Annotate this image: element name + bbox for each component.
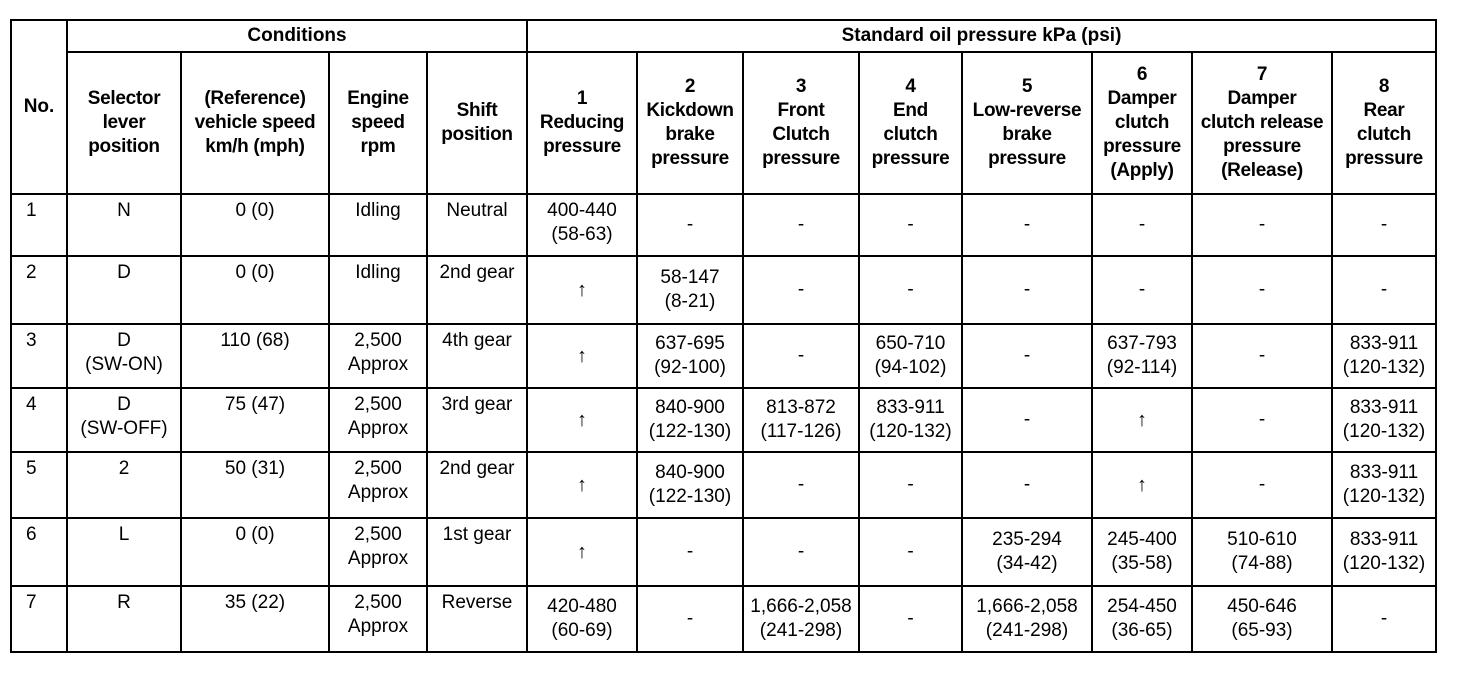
cell-end-clutch-pressure-text: - [907, 541, 914, 562]
cell-shift-position-text: 1st gear [442, 524, 512, 545]
cell-selector-text: L [118, 524, 130, 545]
cell-no-text: 1 [26, 200, 37, 221]
cell-selector [67, 194, 181, 256]
cell-engine-speed-text: Idling [355, 200, 401, 221]
cell-selector [67, 586, 181, 652]
cell-selector [67, 452, 181, 518]
cell-engine-speed [329, 256, 427, 324]
cell-shift-position [427, 194, 527, 256]
table-body [11, 194, 1436, 652]
header-selector-lever-position: Selector lever position [67, 52, 181, 194]
cell-vehicle-speed [181, 256, 329, 324]
header-conditions: Conditions [67, 20, 527, 52]
cell-low-reverse-brake-pressure-text: - [1023, 409, 1031, 430]
cell-selector-text: D (SW-ON) [85, 330, 163, 375]
cell-engine-speed-text: 2,500 Approx [347, 524, 409, 569]
cell-engine-speed [329, 194, 427, 256]
table-row [11, 452, 1436, 518]
cell-selector [67, 388, 181, 452]
cell-damper-clutch-apply-pressure-text: 245-400 (35-58) [1107, 529, 1177, 574]
cell-vehicle-speed [181, 518, 329, 586]
cell-reducing-pressure-text: 400-440 (58-63) [547, 200, 617, 245]
cell-selector-text: N [117, 200, 131, 221]
cell-damper-clutch-apply-pressure [1092, 586, 1192, 652]
cell-selector-text: D [117, 262, 131, 283]
cell-front-clutch-pressure [743, 586, 859, 652]
cell-vehicle-speed-text: 0 (0) [235, 262, 275, 283]
cell-end-clutch-pressure-text: 833-911 (120-132) [869, 397, 952, 442]
cell-engine-speed [329, 388, 427, 452]
table-row [11, 388, 1436, 452]
cell-front-clutch-pressure [743, 194, 859, 256]
cell-engine-speed [329, 586, 427, 652]
cell-damper-clutch-apply-pressure-text: ↑ [1137, 409, 1147, 431]
cell-damper-clutch-apply-pressure [1092, 324, 1192, 388]
cell-low-reverse-brake-pressure-text: - [1023, 345, 1031, 366]
cell-selector-text: 2 [118, 458, 130, 479]
cell-kickdown-brake-pressure-text: - [686, 214, 694, 235]
cell-end-clutch-pressure-text: - [907, 279, 914, 300]
cell-low-reverse-brake-pressure-text: - [1023, 279, 1031, 300]
oil-pressure-table-sheet [10, 19, 1437, 653]
cell-end-clutch-pressure [859, 324, 962, 388]
cell-rear-clutch-pressure-text: - [1380, 608, 1388, 629]
cell-no-text: 5 [26, 458, 37, 479]
cell-shift-position-text: 3rd gear [441, 394, 513, 415]
cell-damper-clutch-release-pressure [1192, 586, 1332, 652]
cell-damper-clutch-apply-pressure [1092, 388, 1192, 452]
cell-damper-clutch-release-pressure [1192, 324, 1332, 388]
cell-rear-clutch-pressure [1332, 194, 1436, 256]
cell-vehicle-speed [181, 586, 329, 652]
cell-reducing-pressure-text: 420-480 (60-69) [547, 596, 617, 641]
cell-rear-clutch-pressure [1332, 452, 1436, 518]
cell-end-clutch-pressure [859, 194, 962, 256]
header-front-clutch-pressure: 3 Front Clutch pressure [743, 52, 859, 194]
cell-damper-clutch-release-pressure-text: - [1258, 409, 1266, 430]
cell-reducing-pressure [527, 256, 637, 324]
header-engine-speed: Engine speed rpm [329, 52, 427, 194]
cell-front-clutch-pressure-text: - [797, 279, 805, 300]
cell-reducing-pressure [527, 388, 637, 452]
cell-kickdown-brake-pressure [637, 452, 743, 518]
cell-low-reverse-brake-pressure [962, 256, 1092, 324]
cell-kickdown-brake-pressure-text: - [686, 541, 694, 562]
cell-engine-speed [329, 518, 427, 586]
cell-front-clutch-pressure [743, 518, 859, 586]
header-rear-clutch-pressure: 8 Rear clutch pressure [1332, 52, 1436, 194]
cell-selector-text: R [117, 592, 131, 613]
header-no: No. [11, 20, 67, 194]
cell-rear-clutch-pressure-text: 833-911 (120-132) [1342, 397, 1426, 442]
cell-kickdown-brake-pressure [637, 256, 743, 324]
header-low-reverse-brake-pressure: 5 Low-reverse brake pressure [962, 52, 1092, 194]
cell-no [11, 518, 67, 586]
cell-selector [67, 324, 181, 388]
table-row [11, 324, 1436, 388]
cell-reducing-pressure-text: ↑ [577, 279, 587, 301]
cell-front-clutch-pressure [743, 324, 859, 388]
cell-kickdown-brake-pressure-text: 840-900 (122-130) [648, 462, 732, 507]
cell-engine-speed-text: 2,500 Approx [347, 330, 409, 375]
cell-damper-clutch-apply-pressure [1092, 518, 1192, 586]
cell-damper-clutch-release-pressure-text: 450-646 (65-93) [1227, 596, 1297, 641]
cell-engine-speed-text: 2,500 Approx [347, 592, 409, 637]
cell-end-clutch-pressure-text: - [907, 474, 914, 495]
cell-reducing-pressure [527, 452, 637, 518]
cell-reducing-pressure [527, 518, 637, 586]
table-row [11, 518, 1436, 586]
table-row [11, 586, 1436, 652]
cell-shift-position [427, 388, 527, 452]
cell-reducing-pressure-text: ↑ [577, 409, 587, 431]
cell-low-reverse-brake-pressure [962, 586, 1092, 652]
cell-vehicle-speed-text: 75 (47) [224, 394, 286, 415]
cell-vehicle-speed [181, 388, 329, 452]
cell-damper-clutch-release-pressure-text: - [1258, 474, 1266, 495]
cell-kickdown-brake-pressure [637, 194, 743, 256]
cell-no-text: 3 [26, 330, 37, 351]
cell-no [11, 194, 67, 256]
cell-damper-clutch-apply-pressure [1092, 256, 1192, 324]
cell-front-clutch-pressure-text: - [797, 541, 805, 562]
cell-end-clutch-pressure [859, 452, 962, 518]
cell-rear-clutch-pressure [1332, 388, 1436, 452]
cell-front-clutch-pressure-text: - [797, 474, 805, 495]
cell-shift-position-text: Neutral [446, 200, 508, 221]
table-row [11, 194, 1436, 256]
cell-rear-clutch-pressure [1332, 324, 1436, 388]
cell-damper-clutch-apply-pressure-text: - [1138, 279, 1146, 300]
cell-end-clutch-pressure [859, 388, 962, 452]
header-end-clutch-pressure: 4 End clutch pressure [859, 52, 962, 194]
cell-low-reverse-brake-pressure [962, 194, 1092, 256]
cell-damper-clutch-apply-pressure [1092, 194, 1192, 256]
cell-front-clutch-pressure-text: 813-872 (117-126) [760, 397, 842, 442]
cell-low-reverse-brake-pressure-text: 235-294 (34-42) [992, 529, 1062, 574]
cell-kickdown-brake-pressure-text: 840-900 (122-130) [648, 397, 732, 442]
cell-rear-clutch-pressure-text: - [1380, 214, 1388, 235]
cell-selector-text: D (SW-OFF) [80, 394, 168, 439]
cell-shift-position [427, 518, 527, 586]
cell-no [11, 586, 67, 652]
cell-engine-speed-text: 2,500 Approx [347, 394, 409, 439]
cell-damper-clutch-release-pressure [1192, 194, 1332, 256]
cell-front-clutch-pressure [743, 256, 859, 324]
cell-reducing-pressure-text: ↑ [577, 474, 587, 496]
cell-front-clutch-pressure [743, 388, 859, 452]
cell-low-reverse-brake-pressure [962, 452, 1092, 518]
cell-shift-position-text: 2nd gear [439, 262, 515, 283]
cell-vehicle-speed [181, 194, 329, 256]
header-standard-oil-pressure: Standard oil pressure kPa (psi) [527, 20, 1436, 52]
cell-damper-clutch-release-pressure-text: - [1258, 345, 1266, 366]
cell-rear-clutch-pressure-text: 833-911 (120-132) [1342, 462, 1426, 507]
cell-reducing-pressure [527, 194, 637, 256]
cell-engine-speed [329, 452, 427, 518]
cell-low-reverse-brake-pressure-text: - [1023, 214, 1031, 235]
cell-low-reverse-brake-pressure [962, 324, 1092, 388]
cell-selector [67, 518, 181, 586]
cell-no [11, 452, 67, 518]
cell-shift-position [427, 256, 527, 324]
cell-kickdown-brake-pressure [637, 518, 743, 586]
cell-vehicle-speed [181, 452, 329, 518]
cell-no-text: 2 [26, 262, 37, 283]
header-vehicle-speed: (Reference) vehicle speed km/h (mph) [181, 52, 329, 194]
cell-kickdown-brake-pressure [637, 388, 743, 452]
cell-engine-speed [329, 324, 427, 388]
cell-vehicle-speed-text: 35 (22) [224, 592, 286, 613]
cell-low-reverse-brake-pressure-text: - [1023, 474, 1031, 495]
cell-shift-position [427, 324, 527, 388]
oil-pressure-table [10, 19, 1437, 653]
cell-no [11, 256, 67, 324]
cell-shift-position [427, 452, 527, 518]
cell-damper-clutch-apply-pressure-text: - [1138, 214, 1146, 235]
cell-damper-clutch-apply-pressure-text: ↑ [1137, 474, 1147, 496]
cell-reducing-pressure [527, 586, 637, 652]
cell-no-text: 6 [26, 524, 37, 545]
cell-damper-clutch-release-pressure [1192, 518, 1332, 586]
cell-end-clutch-pressure-text: 650-710 (94-102) [874, 333, 947, 378]
header-reducing-pressure: 1 Reducing pressure [527, 52, 637, 194]
cell-kickdown-brake-pressure [637, 324, 743, 388]
cell-rear-clutch-pressure [1332, 586, 1436, 652]
cell-reducing-pressure [527, 324, 637, 388]
cell-front-clutch-pressure-text: 1,666-2,058 (241-298) [750, 596, 852, 641]
cell-end-clutch-pressure [859, 586, 962, 652]
cell-kickdown-brake-pressure [637, 586, 743, 652]
cell-vehicle-speed [181, 324, 329, 388]
cell-vehicle-speed-text: 110 (68) [220, 330, 290, 351]
cell-end-clutch-pressure-text: - [907, 214, 914, 235]
cell-low-reverse-brake-pressure [962, 518, 1092, 586]
cell-rear-clutch-pressure [1332, 256, 1436, 324]
cell-front-clutch-pressure [743, 452, 859, 518]
cell-vehicle-speed-text: 0 (0) [235, 524, 275, 545]
cell-rear-clutch-pressure [1332, 518, 1436, 586]
cell-no-text: 7 [26, 592, 37, 613]
cell-low-reverse-brake-pressure-text: 1,666-2,058 (241-298) [976, 596, 1078, 641]
cell-kickdown-brake-pressure-text: 58-147 (8-21) [660, 267, 720, 312]
cell-shift-position-text: Reverse [441, 592, 513, 613]
cell-engine-speed-text: 2,500 Approx [347, 458, 409, 503]
cell-damper-clutch-apply-pressure [1092, 452, 1192, 518]
cell-selector [67, 256, 181, 324]
cell-rear-clutch-pressure-text: 833-911 (120-132) [1342, 529, 1426, 574]
cell-shift-position-text: 2nd gear [439, 458, 515, 479]
cell-vehicle-speed-text: 50 (31) [224, 458, 286, 479]
cell-damper-clutch-release-pressure-text: - [1258, 279, 1266, 300]
cell-damper-clutch-release-pressure [1192, 452, 1332, 518]
cell-damper-clutch-release-pressure [1192, 256, 1332, 324]
header-damper-clutch-release: 7 Damper clutch release pressure (Release) [1192, 52, 1332, 194]
cell-damper-clutch-release-pressure [1192, 388, 1332, 452]
cell-end-clutch-pressure [859, 256, 962, 324]
cell-no-text: 4 [26, 394, 37, 415]
cell-rear-clutch-pressure-text: - [1380, 279, 1388, 300]
cell-damper-clutch-apply-pressure-text: 637-793 (92-114) [1106, 333, 1178, 378]
cell-reducing-pressure-text: ↑ [577, 541, 587, 563]
cell-shift-position-text: 4th gear [442, 330, 512, 351]
cell-kickdown-brake-pressure-text: - [686, 608, 694, 629]
table-row [11, 256, 1436, 324]
cell-no [11, 388, 67, 452]
cell-no [11, 324, 67, 388]
cell-vehicle-speed-text: 0 (0) [235, 200, 275, 221]
cell-front-clutch-pressure-text: - [797, 214, 805, 235]
cell-end-clutch-pressure [859, 518, 962, 586]
cell-kickdown-brake-pressure-text: 637-695 (92-100) [654, 333, 726, 378]
cell-end-clutch-pressure-text: - [907, 608, 914, 629]
cell-damper-clutch-apply-pressure-text: 254-450 (36-65) [1107, 596, 1177, 641]
header-kickdown-brake-pressure: 2 Kickdown brake pressure [637, 52, 743, 194]
cell-rear-clutch-pressure-text: 833-911 (120-132) [1342, 333, 1426, 378]
cell-reducing-pressure-text: ↑ [577, 345, 587, 367]
header-shift-position: Shift position [427, 52, 527, 194]
cell-front-clutch-pressure-text: - [797, 345, 805, 366]
cell-low-reverse-brake-pressure [962, 388, 1092, 452]
header-damper-clutch-apply: 6 Damper clutch pressure (Apply) [1092, 52, 1192, 194]
cell-shift-position [427, 586, 527, 652]
cell-damper-clutch-release-pressure-text: - [1258, 214, 1266, 235]
cell-damper-clutch-release-pressure-text: 510-610 (74-88) [1227, 529, 1297, 574]
cell-engine-speed-text: Idling [355, 262, 401, 283]
